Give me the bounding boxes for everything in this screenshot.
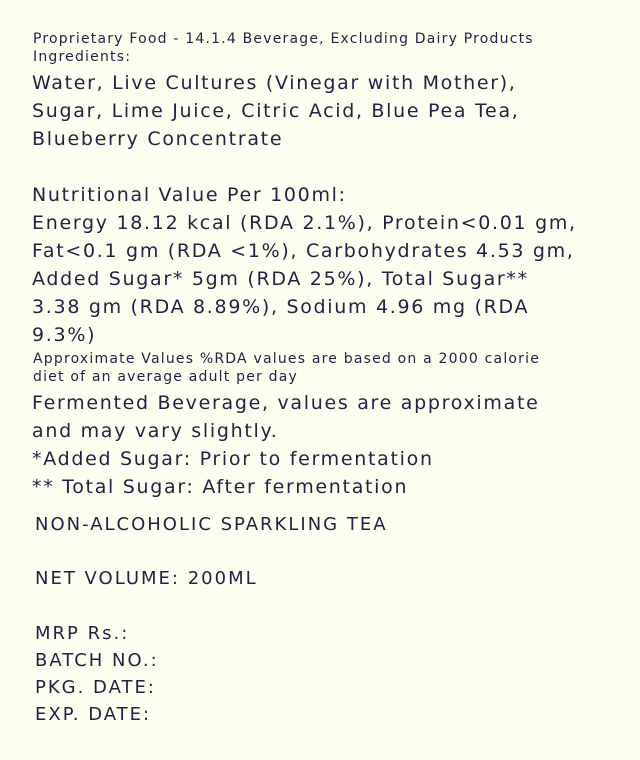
nutrition-heading: Nutritional Value Per 100ml: bbox=[32, 184, 347, 206]
rda-note-line: diet of an average adult per day bbox=[33, 369, 298, 385]
rda-note-line: Approximate Values %RDA values are based on a 2000 calorie bbox=[33, 351, 541, 367]
fermentation-notes bbox=[32, 389, 540, 501]
ingredients-line: Water, Live Cultures (Vinegar with Mother), bbox=[32, 72, 517, 94]
ingredients-line: Sugar, Lime Juice, Citric Acid, Blue Pea Tea, bbox=[32, 100, 520, 122]
nutrition-line: Energy 18.12 kcal (RDA 2.1%), Protein<0.01 gm, bbox=[32, 212, 577, 234]
fermentation-line: Fermented Beverage, values are approximate bbox=[32, 392, 540, 414]
product-type: NON-ALCOHOLIC SPARKLING TEA bbox=[35, 514, 388, 535]
ingredients-label: Ingredients: bbox=[33, 49, 132, 65]
nutrition-line: Added Sugar* 5gm (RDA 25%), Total Sugar** bbox=[32, 268, 529, 290]
batch-field: BATCH NO.: bbox=[35, 650, 159, 671]
nutrition-line: Fat<0.1 gm (RDA <1%), Carbohydrates 4.53 gm, bbox=[32, 240, 575, 262]
nutrition-values bbox=[32, 209, 577, 349]
nutrition-line: 3.38 gm (RDA 8.89%), Sodium 4.96 mg (RDA bbox=[32, 296, 530, 318]
rda-note bbox=[33, 350, 540, 386]
fermentation-line: *Added Sugar: Prior to fermentation bbox=[32, 448, 434, 470]
mrp-field: MRP Rs.: bbox=[35, 623, 130, 644]
fermentation-line: ** Total Sugar: After fermentation bbox=[32, 476, 409, 498]
net-volume: NET VOLUME: 200ML bbox=[35, 568, 258, 589]
exp-date-field: EXP. DATE: bbox=[35, 704, 152, 725]
category-text: Proprietary Food - 14.1.4 Beverage, Excluding Dairy Products bbox=[33, 31, 534, 47]
pkg-date-field: PKG. DATE: bbox=[35, 677, 156, 698]
ingredients-list bbox=[32, 69, 520, 153]
nutrition-line: 9.3%) bbox=[32, 324, 97, 346]
ingredients-line: Blueberry Concentrate bbox=[32, 128, 284, 150]
fermentation-line: and may vary slightly. bbox=[32, 420, 279, 442]
